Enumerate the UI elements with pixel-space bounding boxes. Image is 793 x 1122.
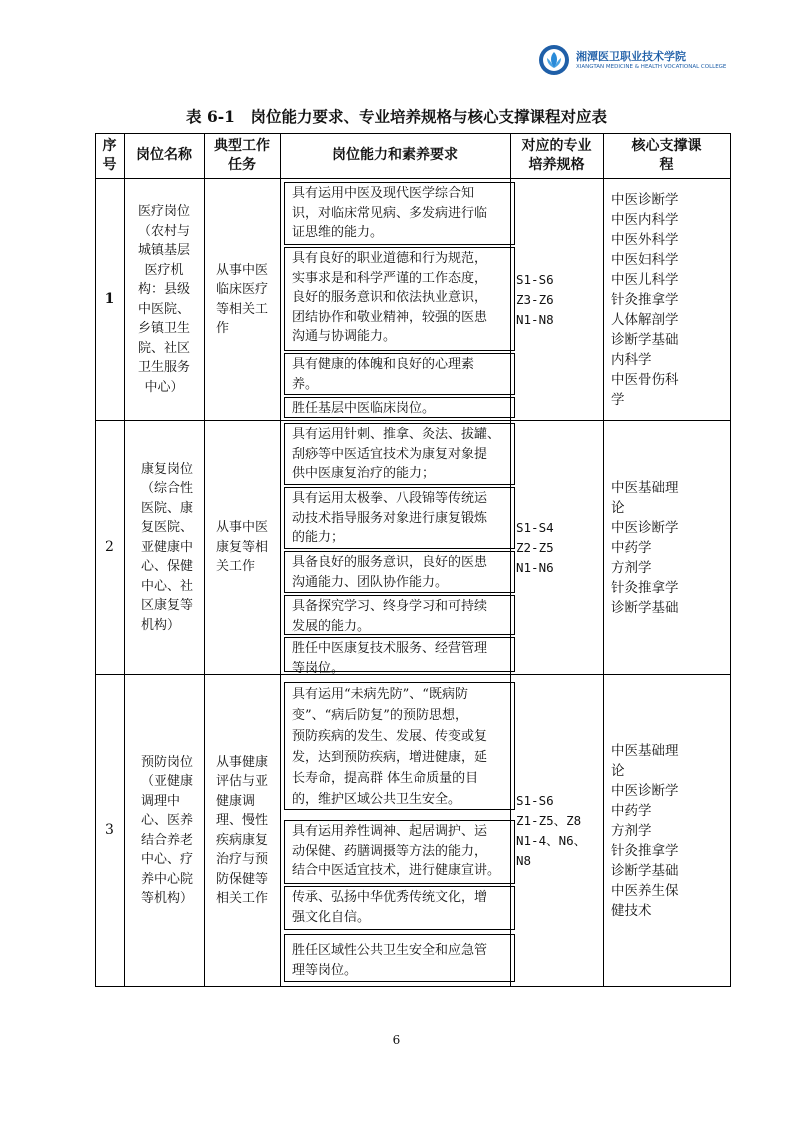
row-1-req-4: 胜任基层中医临床岗位。 [284,397,515,418]
row-2-req-3: 具备良好的服务意识，良好的医患 沟通能力、团队协作能力。 [284,551,515,593]
row-1-no: 1 [104,290,115,307]
header-requirements: 岗位能力和素养要求 [332,147,458,163]
row-1-post: 医疗岗位 （农村与 城镇基层 医疗机 构：县级 中医院、 乡镇卫生 院、社区 卫生服务 中心） [137,204,190,395]
row-2-post: 康复岗位 （综合性 医院、康 复医院、 亚健康中 心、保健 中心、社 区康复等 机构） [140,461,193,633]
row-3-req-3: 传承、弘扬中华优秀传统文化，增 强文化自信。 [284,886,515,930]
page-number: 6 [392,1033,401,1047]
header-task: 典型工作 任务 [214,137,270,173]
row-2-req-5: 胜任中医康复技术服务、经营管理 等岗位。 [284,637,515,672]
header-spec: 对应的专业 培养规格 [521,137,592,173]
row-3-courses: 中医基础理 论 中医诊断学 中药学 方剂学 针灸推拿学 诊断学基础 中医养生保 健技术 [611,742,679,919]
row-2-req-4: 具备探究学习、终身学习和可持续 发展的能力。 [284,595,515,635]
row-1-req-3: 具有健康的体魄和良好的心理素 养。 [284,353,515,395]
row-3-task: 从事健康 评估与亚 健康调 理、慢性 疾病康复 治疗与预 防保健等 相关工作 [215,754,268,906]
header-courses: 核心支撑课 程 [631,137,702,173]
header-no: 序 号 [102,137,117,173]
header-post: 岗位名称 [136,147,192,163]
row-3-no: 3 [105,821,114,838]
row-3-post: 预防岗位 （亚健康 调理中 心、医养 结合养老 中心、疗 养中心院 等机构） [140,754,193,906]
row-1-req-2: 具有良好的职业道德和行为规范， 实事求是和科学严谨的工作态度， 良好的服务意识和依法执业意识， 团结协作和敬业精神，较强的医患 沟通与协调能力。 [284,247,515,351]
row-1-req-1: 具有运用中医及现代医学综合知 识，对临床常见病、多发病进行临 证思维的能力。 [284,182,515,245]
school-logo [538,44,727,80]
row-2-task: 从事中医 康复等相 关工作 [215,520,268,575]
row-2-spec: S1-S4 Z2-Z5 N1-N6 [516,519,554,575]
row-2-req-1: 具有运用针刺、推拿、灸法、拔罐、 刮痧等中医适宜技术为康复对象提 供中医康复治疗的能力； [284,423,515,485]
row-2-courses: 中医基础理 论 中医诊断学 中药学 方剂学 针灸推拿学 诊断学基础 [611,479,679,616]
row-3-req-4: 胜任区域性公共卫生安全和应急管 理等岗位。 [284,934,515,982]
school-name-cn: 湘潭医卫职业技术学院 [576,50,686,63]
school-name-en: XIANGTAN MEDICINE & HEALTH VOCATIONAL COLLEGE [576,64,727,70]
table-title: 表 6-1 岗位能力要求、专业培养规格与核心支撑课程对应表 [186,107,607,126]
data-table [95,133,731,987]
row-1-courses: 中医诊断学 中医内科学 中医外科学 中医妇科学 中医儿科学 针灸推拿学 人体解剖学 诊断学基础 内科学 中医骨伤科 学 [611,191,679,408]
row-3-req-1: 具有运用“未病先防”、“既病防 变”、“病后防复”的预防思想， 预防疾病的发生、发展、传变或复 发，达到预防疾病，增进健康，延 长寿命，提高群 体生命质量的目 的，维护区域公共卫生安全。 [284,682,515,810]
school-emblem-icon [538,44,570,76]
row-3-spec: S1-S6 Z1-Z5、Z8 N1-4、N6、 N8 [516,792,587,868]
row-1-spec: S1-S6 Z3-Z6 N1-N8 [516,271,554,327]
row-2-req-2: 具有运用太极拳、八段锦等传统运 动技术指导服务对象进行康复锻炼 的能力； [284,487,515,549]
row-3-req-2: 具有运用养性调神、起居调护、运 动保健、药膳调摄等方法的能力， 结合中医适宜技术，进行健康宣讲。 [284,820,515,884]
row-1-task: 从事中医 临床医疗 等相关工 作 [215,262,268,336]
row-2-no: 2 [105,538,114,555]
